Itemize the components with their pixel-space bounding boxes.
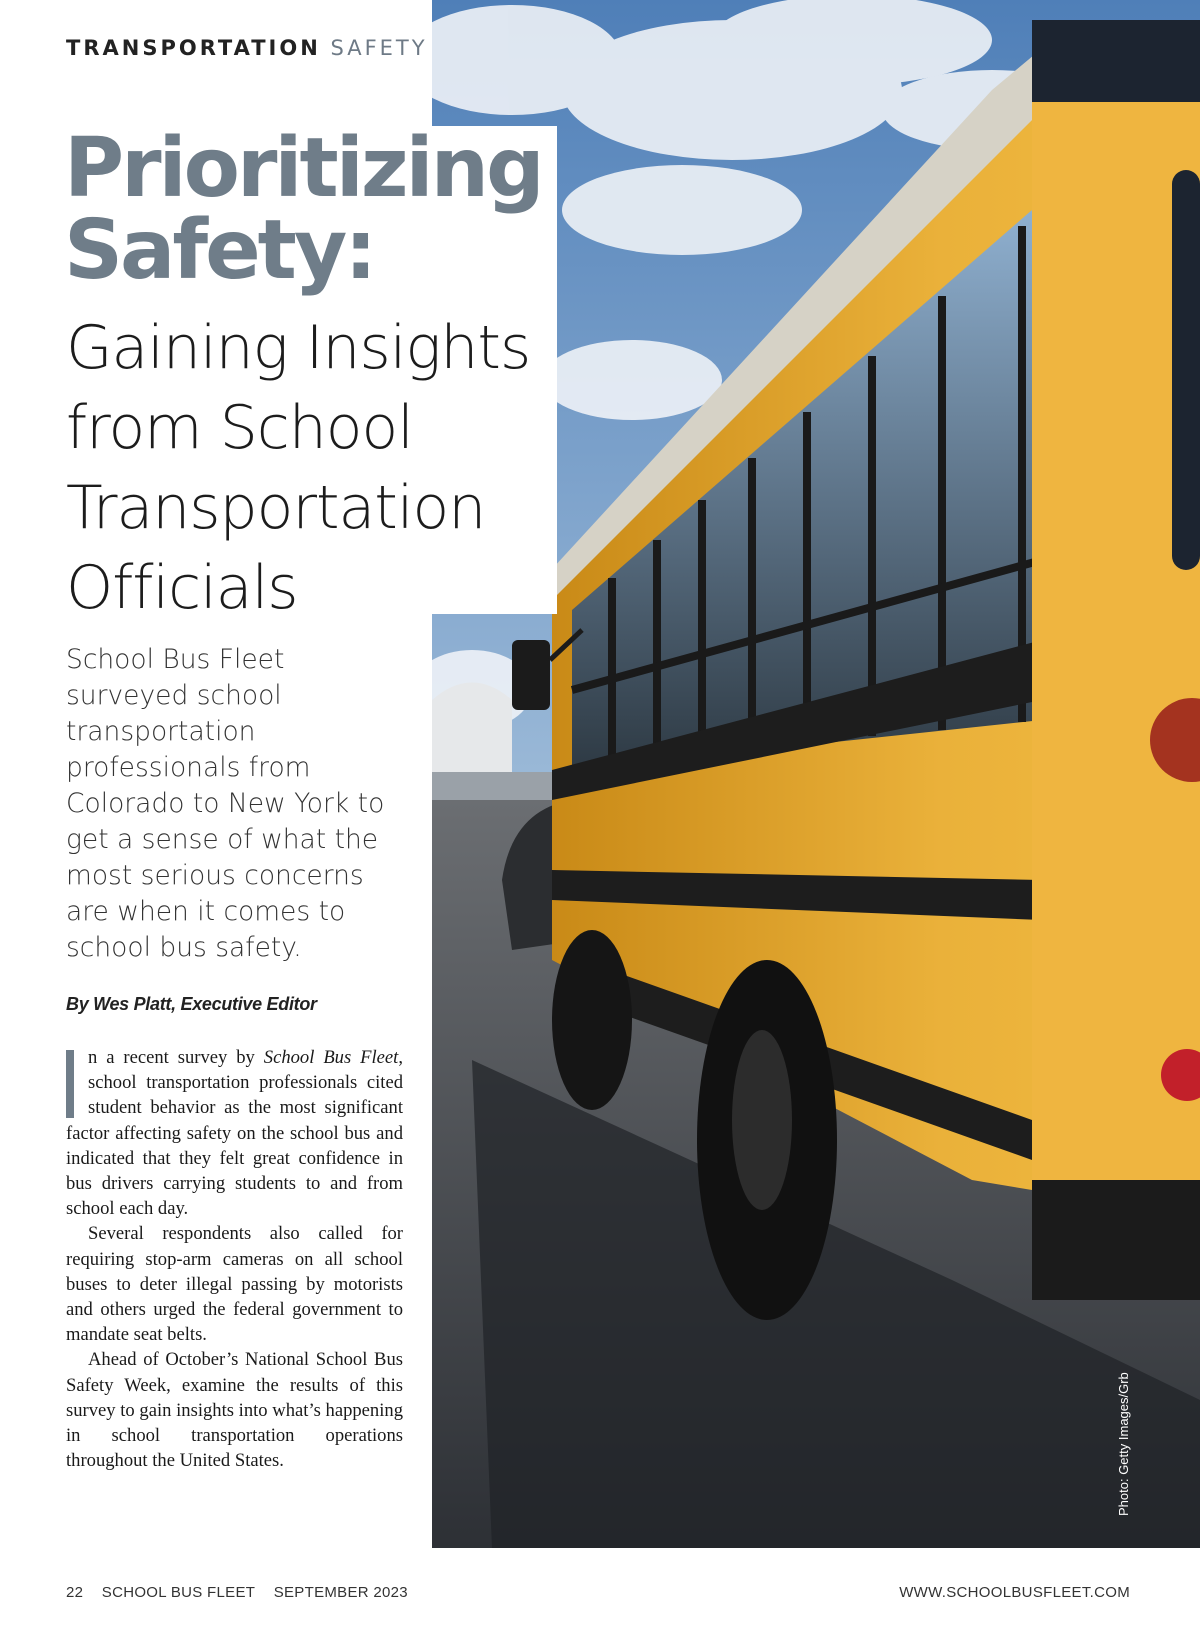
article-paragraph-2: Several respondents also called for requiring stop-arm cameras on all school buses to deter illegal passing by motorists and others urged the federal government to mandate seat belts. — [66, 1223, 403, 1346]
subhead-line-4: Officials — [66, 553, 298, 623]
article-body — [66, 1045, 403, 1473]
photo-credit: Photo: Getty Images/Grb — [1116, 1372, 1131, 1516]
footer-publication: SCHOOL BUS FLEET — [101, 1584, 256, 1601]
byline: By Wes Platt, Executive Editor — [66, 994, 317, 1014]
headline-line-2: Safety: — [64, 203, 375, 298]
front-wheel — [552, 930, 632, 1110]
footer-left — [66, 1584, 422, 1601]
article-paragraph-3: Ahead of October’s National School Bus Safety Week, examine the results of this survey to gain insights into what’s happening in school transportation operations throughout the United States. — [66, 1349, 403, 1472]
section-label — [66, 36, 428, 60]
bus-rear-roof — [1032, 20, 1200, 102]
footer-website-link[interactable]: WWW.SCHOOLBUSFLEET.COM — [899, 1584, 1130, 1601]
wheel-hub — [732, 1030, 792, 1210]
side-mirror — [512, 640, 550, 710]
rear-window — [1172, 170, 1200, 570]
headline — [64, 121, 542, 298]
publication-name: School Bus Fleet — [263, 1047, 399, 1068]
rear-bumper — [1032, 1180, 1200, 1300]
dropcap-letter — [88, 1045, 89, 1046]
article-paragraph-1 — [66, 1045, 403, 1221]
section-label-light: SAFETY — [330, 36, 428, 60]
p1-start: n a recent survey by — [88, 1047, 264, 1068]
subhead-line-2: from School — [66, 393, 413, 463]
dek-summary: School Bus Fleet surveyed school transportation professionals from Colorado to New York to get a sense of what the most serious concerns are when it comes to school bus safety. — [66, 644, 385, 963]
footer-issue: SEPTEMBER 2023 — [273, 1584, 408, 1601]
page-number: 22 — [66, 1584, 84, 1601]
subhead-line-1: Gaining Insights — [66, 313, 531, 383]
section-label-strong: TRANSPORTATION — [66, 36, 321, 60]
distant-building — [432, 683, 512, 781]
subheadline — [66, 308, 536, 628]
dropcap-bar — [66, 1050, 74, 1118]
subhead-line-3: Transportation — [66, 473, 486, 543]
p1-end: , school transportation professionals cited student behavior as the most significant factor affecting safety on the school bus and indicated that they felt great confidence in bus drivers carrying students to and from school each day. — [66, 1047, 403, 1220]
headline-line-1: Prioritizing — [64, 121, 542, 216]
